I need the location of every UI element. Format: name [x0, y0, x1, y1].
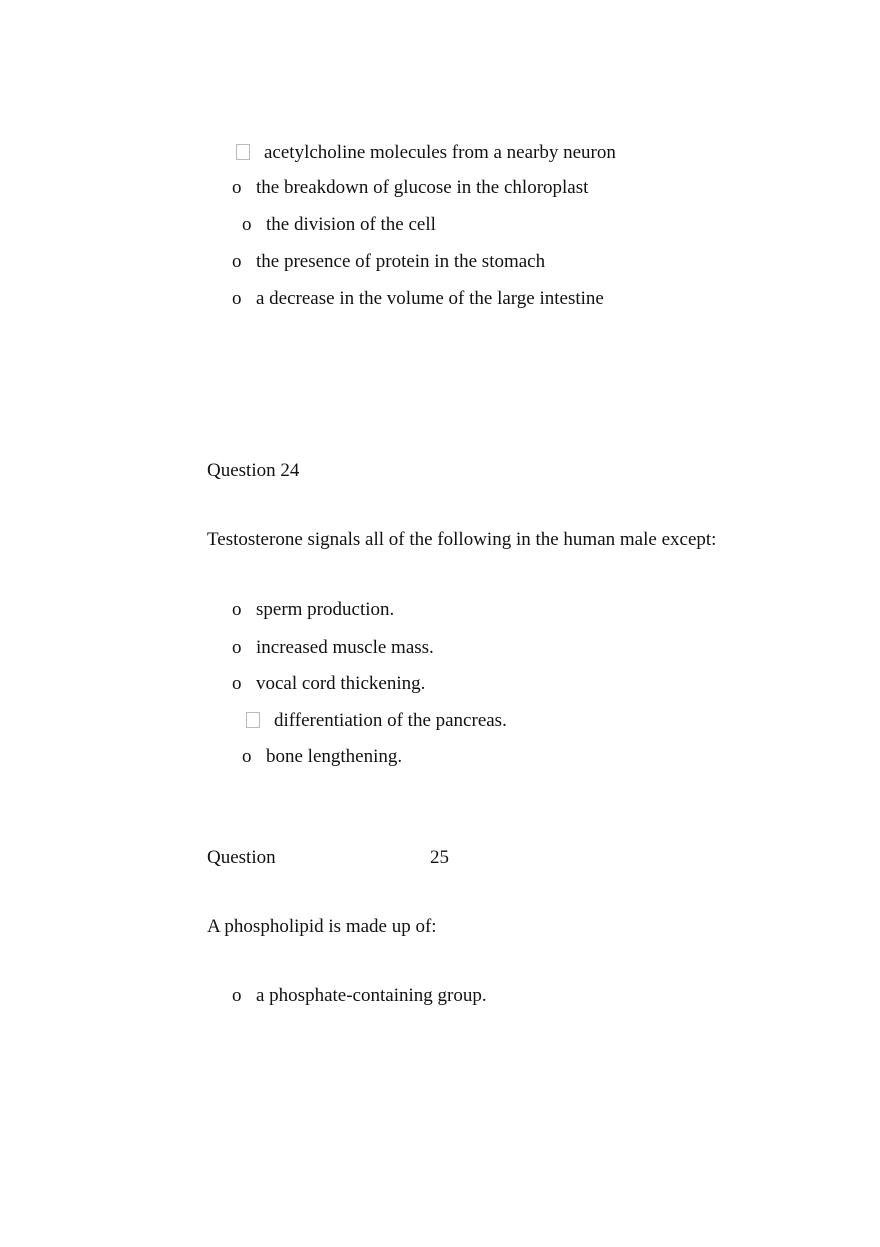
option-bullet-icon: o: [232, 637, 242, 658]
q23-option-2[interactable]: [232, 176, 588, 200]
question-24-prompt: Testosterone signals all of the following in the human male except:: [207, 529, 717, 550]
q24-option-1[interactable]: [232, 598, 394, 622]
q23-option-5-text: a decrease in the volume of the large intestine: [256, 288, 604, 309]
selected-answer-box-icon: [246, 712, 260, 728]
q24-option-3-text: vocal cord thickening.: [256, 673, 426, 694]
option-bullet-icon: o: [232, 985, 242, 1006]
question-25-number: 25: [430, 847, 449, 868]
q23-option-1[interactable]: [236, 141, 616, 165]
question-25-label: Question: [207, 847, 276, 868]
question-24-heading: Question 24: [207, 460, 300, 481]
q24-option-5-text: bone lengthening.: [266, 746, 403, 767]
q23-option-2-text: the breakdown of glucose in the chloroplast: [256, 177, 589, 198]
q23-option-1-text: acetylcholine molecules from a nearby neuron: [264, 142, 616, 163]
q24-option-3[interactable]: [232, 672, 425, 696]
q24-option-2[interactable]: [232, 636, 434, 660]
option-bullet-icon: o: [232, 251, 242, 272]
q23-option-4[interactable]: [232, 250, 545, 274]
q23-option-4-text: the presence of protein in the stomach: [256, 251, 546, 272]
q24-option-1-text: sperm production.: [256, 599, 395, 620]
option-bullet-icon: o: [242, 214, 252, 235]
q23-option-5[interactable]: [232, 287, 604, 311]
option-bullet-icon: o: [232, 288, 242, 309]
selected-answer-box-icon: [236, 144, 250, 160]
question-25-prompt: A phospholipid is made up of:: [207, 916, 437, 937]
q24-option-5[interactable]: [242, 745, 402, 769]
q23-option-3-text: the division of the cell: [266, 214, 436, 235]
q23-option-3[interactable]: [242, 213, 436, 237]
option-bullet-icon: o: [242, 746, 252, 767]
option-bullet-icon: o: [232, 673, 242, 694]
q24-option-2-text: increased muscle mass.: [256, 637, 434, 658]
q24-option-4[interactable]: [246, 709, 507, 733]
q25-option-1-text: a phosphate-containing group.: [256, 985, 487, 1006]
q24-option-4-text: differentiation of the pancreas.: [274, 710, 507, 731]
q25-option-1[interactable]: [232, 984, 487, 1008]
option-bullet-icon: o: [232, 177, 242, 198]
option-bullet-icon: o: [232, 599, 242, 620]
